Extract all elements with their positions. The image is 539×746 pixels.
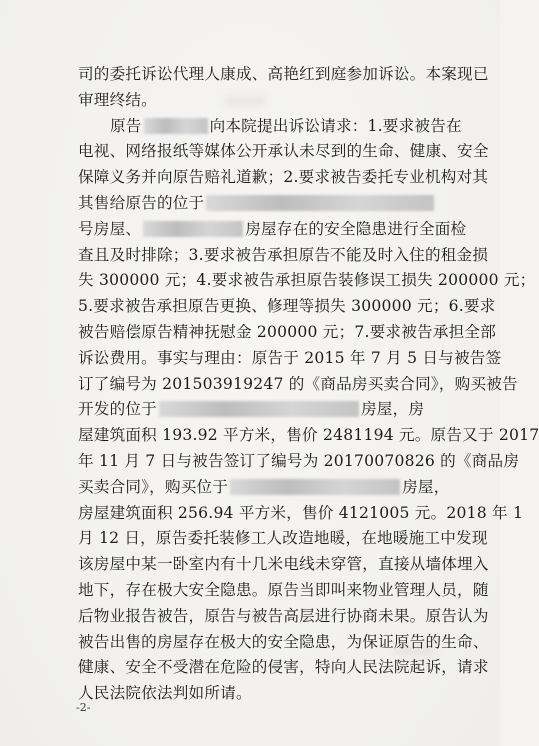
text-line: 保障义务并向原告赔礼道歉；2.要求被告委托专业机构对其 [78, 168, 489, 187]
text-line: 订了编号为 201503919247 的《商品房买卖合同》，购买被告 [78, 374, 518, 393]
redacted-address [143, 221, 243, 237]
text-line: 原告 向本院提出诉讼请求：1.要求被告在 [110, 116, 462, 135]
text-line: 开发的位于 房屋，房 [78, 400, 425, 419]
text-line: 5.要求被告承担原告更换、修理等损失 300000 元；6.要求 [78, 297, 496, 316]
redacted-address [230, 479, 400, 495]
text-line: 审理终结。 [78, 90, 157, 109]
text-line: 电视、网络报纸等媒体公开承认未尽到的生命、健康、安全 [78, 142, 489, 161]
text-line: 健康、安全不受潜在危险的侵害，特向人民法院起诉，请求 [78, 658, 489, 677]
redacted-name [144, 118, 208, 134]
text-line: 司的委托诉讼代理人康成、高艳红到庭参加诉讼。本案现已 [78, 65, 489, 83]
text-line: 屋建筑面积 193.92 平方米，售价 2481194 元。原告又于 2017 [78, 426, 539, 445]
redacted-address [159, 401, 359, 417]
text-line: 后物业报告被告，原告与被告高层进行协商未果。原告认为 [78, 606, 489, 625]
text-line: 房屋建筑面积 256.94 平方米，售价 4121005 元。2018 年 1 [78, 503, 524, 522]
text-line: 月 12 日，原告委托装修工人改造地暖，在地暖施工中发现 [78, 529, 488, 548]
text-line: 号房屋、 房屋存在的安全隐患进行全面检 [78, 219, 467, 238]
text-line: 人民法院依法判如所请。 [78, 684, 252, 703]
text-line: 查且及时排除；3.要求被告承担原告不能及时入住的租金损 [78, 245, 489, 264]
body-text [78, 62, 539, 707]
text-line: 被告出售的房屋存在极大的安全隐患，为保证原告的生命、 [78, 632, 489, 651]
text-line: 买卖合同》，购买位于 房屋， [78, 477, 450, 496]
text-line: 该房屋中某一卧室内有十几米电线未穿管，直接从墙体埋入 [78, 555, 489, 574]
text-line: 年 11 月 7 日与被告签订了编号为 20170070826 的《商品房 [78, 451, 520, 470]
redacted-address [206, 195, 434, 211]
page-number: -2- [76, 701, 91, 714]
text-line: 被告赔偿原告精神抚慰金 200000 元；7.要求被告承担全部 [78, 322, 496, 341]
text-line: 失 300000 元；4.要求被告承担原告装修误工损失 200000 元； [78, 271, 536, 290]
text-line: 其售给原告的位于 [78, 191, 450, 217]
text-line: 地下，存在极大安全隐患。原告当即叫来物业管理人员，随 [78, 580, 489, 599]
text-line: 诉讼费用。事实与理由：原告于 2015 年 7 月 5 日与被告签 [78, 348, 502, 367]
